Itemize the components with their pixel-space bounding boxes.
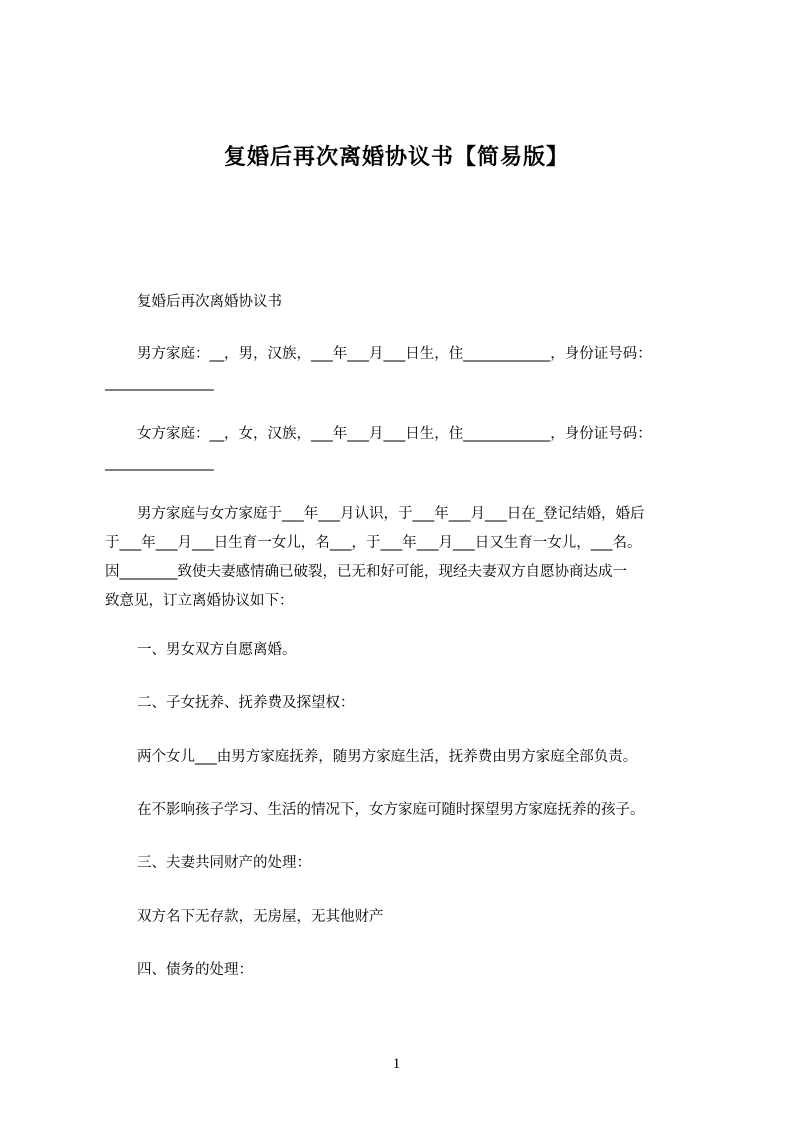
clause-2-heading: 二、子女抚养、抚养费及探望权： (137, 695, 355, 711)
background-line-2: 于___年___月___日生育一女儿，名___，于___年___月___日又生育一女儿，___名。 (105, 535, 642, 551)
female-party-line-2: _______________ (105, 455, 214, 471)
clause-4-heading: 四、债务的处理： (137, 962, 253, 978)
clause-2-paragraph-1: 两个女儿___由男方家庭抚养，随男方家庭生活，抚养费由男方家庭全部负责。 (137, 749, 638, 765)
clause-2-paragraph-2: 在不影响孩子学习、生活的情况下，女方家庭可随时探望男方家庭抚养的孩子。 (137, 802, 645, 818)
female-party-paragraph (105, 420, 701, 478)
female-party-line-1: 女方家庭：__，女，汉族，___年___月___日生，住____________，身份证号码： (137, 426, 652, 442)
background-line-3: 因________致使夫妻感情确已破裂，已无和好可能，现经夫妻双方自愿协商达成一 (105, 564, 627, 580)
background-paragraph (105, 500, 701, 616)
document-title: 复婚后再次离婚协议书【简易版】 (223, 145, 569, 170)
document-subtitle: 复婚后再次离婚协议书 (137, 294, 282, 310)
male-party-line-1: 男方家庭：__，男，汉族，___年___月___日生，住____________，身份证号码： (137, 346, 652, 362)
male-party-line-2: _______________ (105, 375, 214, 391)
male-party-paragraph (105, 340, 701, 398)
page-number: 1 (392, 1056, 401, 1072)
clause-3-paragraph-1: 双方名下无存款，无房屋，无其他财产 (137, 909, 384, 925)
background-line-4: 致意见，订立离婚协议如下： (105, 593, 294, 609)
background-line-1: 男方家庭与女方家庭于___年___月认识，于___年___月___日在_登记结婚，婚后 (137, 506, 645, 522)
clause-3-heading: 三、夫妻共同财产的处理： (137, 855, 311, 871)
clause-1-heading: 一、男女双方自愿离婚。 (137, 642, 297, 658)
